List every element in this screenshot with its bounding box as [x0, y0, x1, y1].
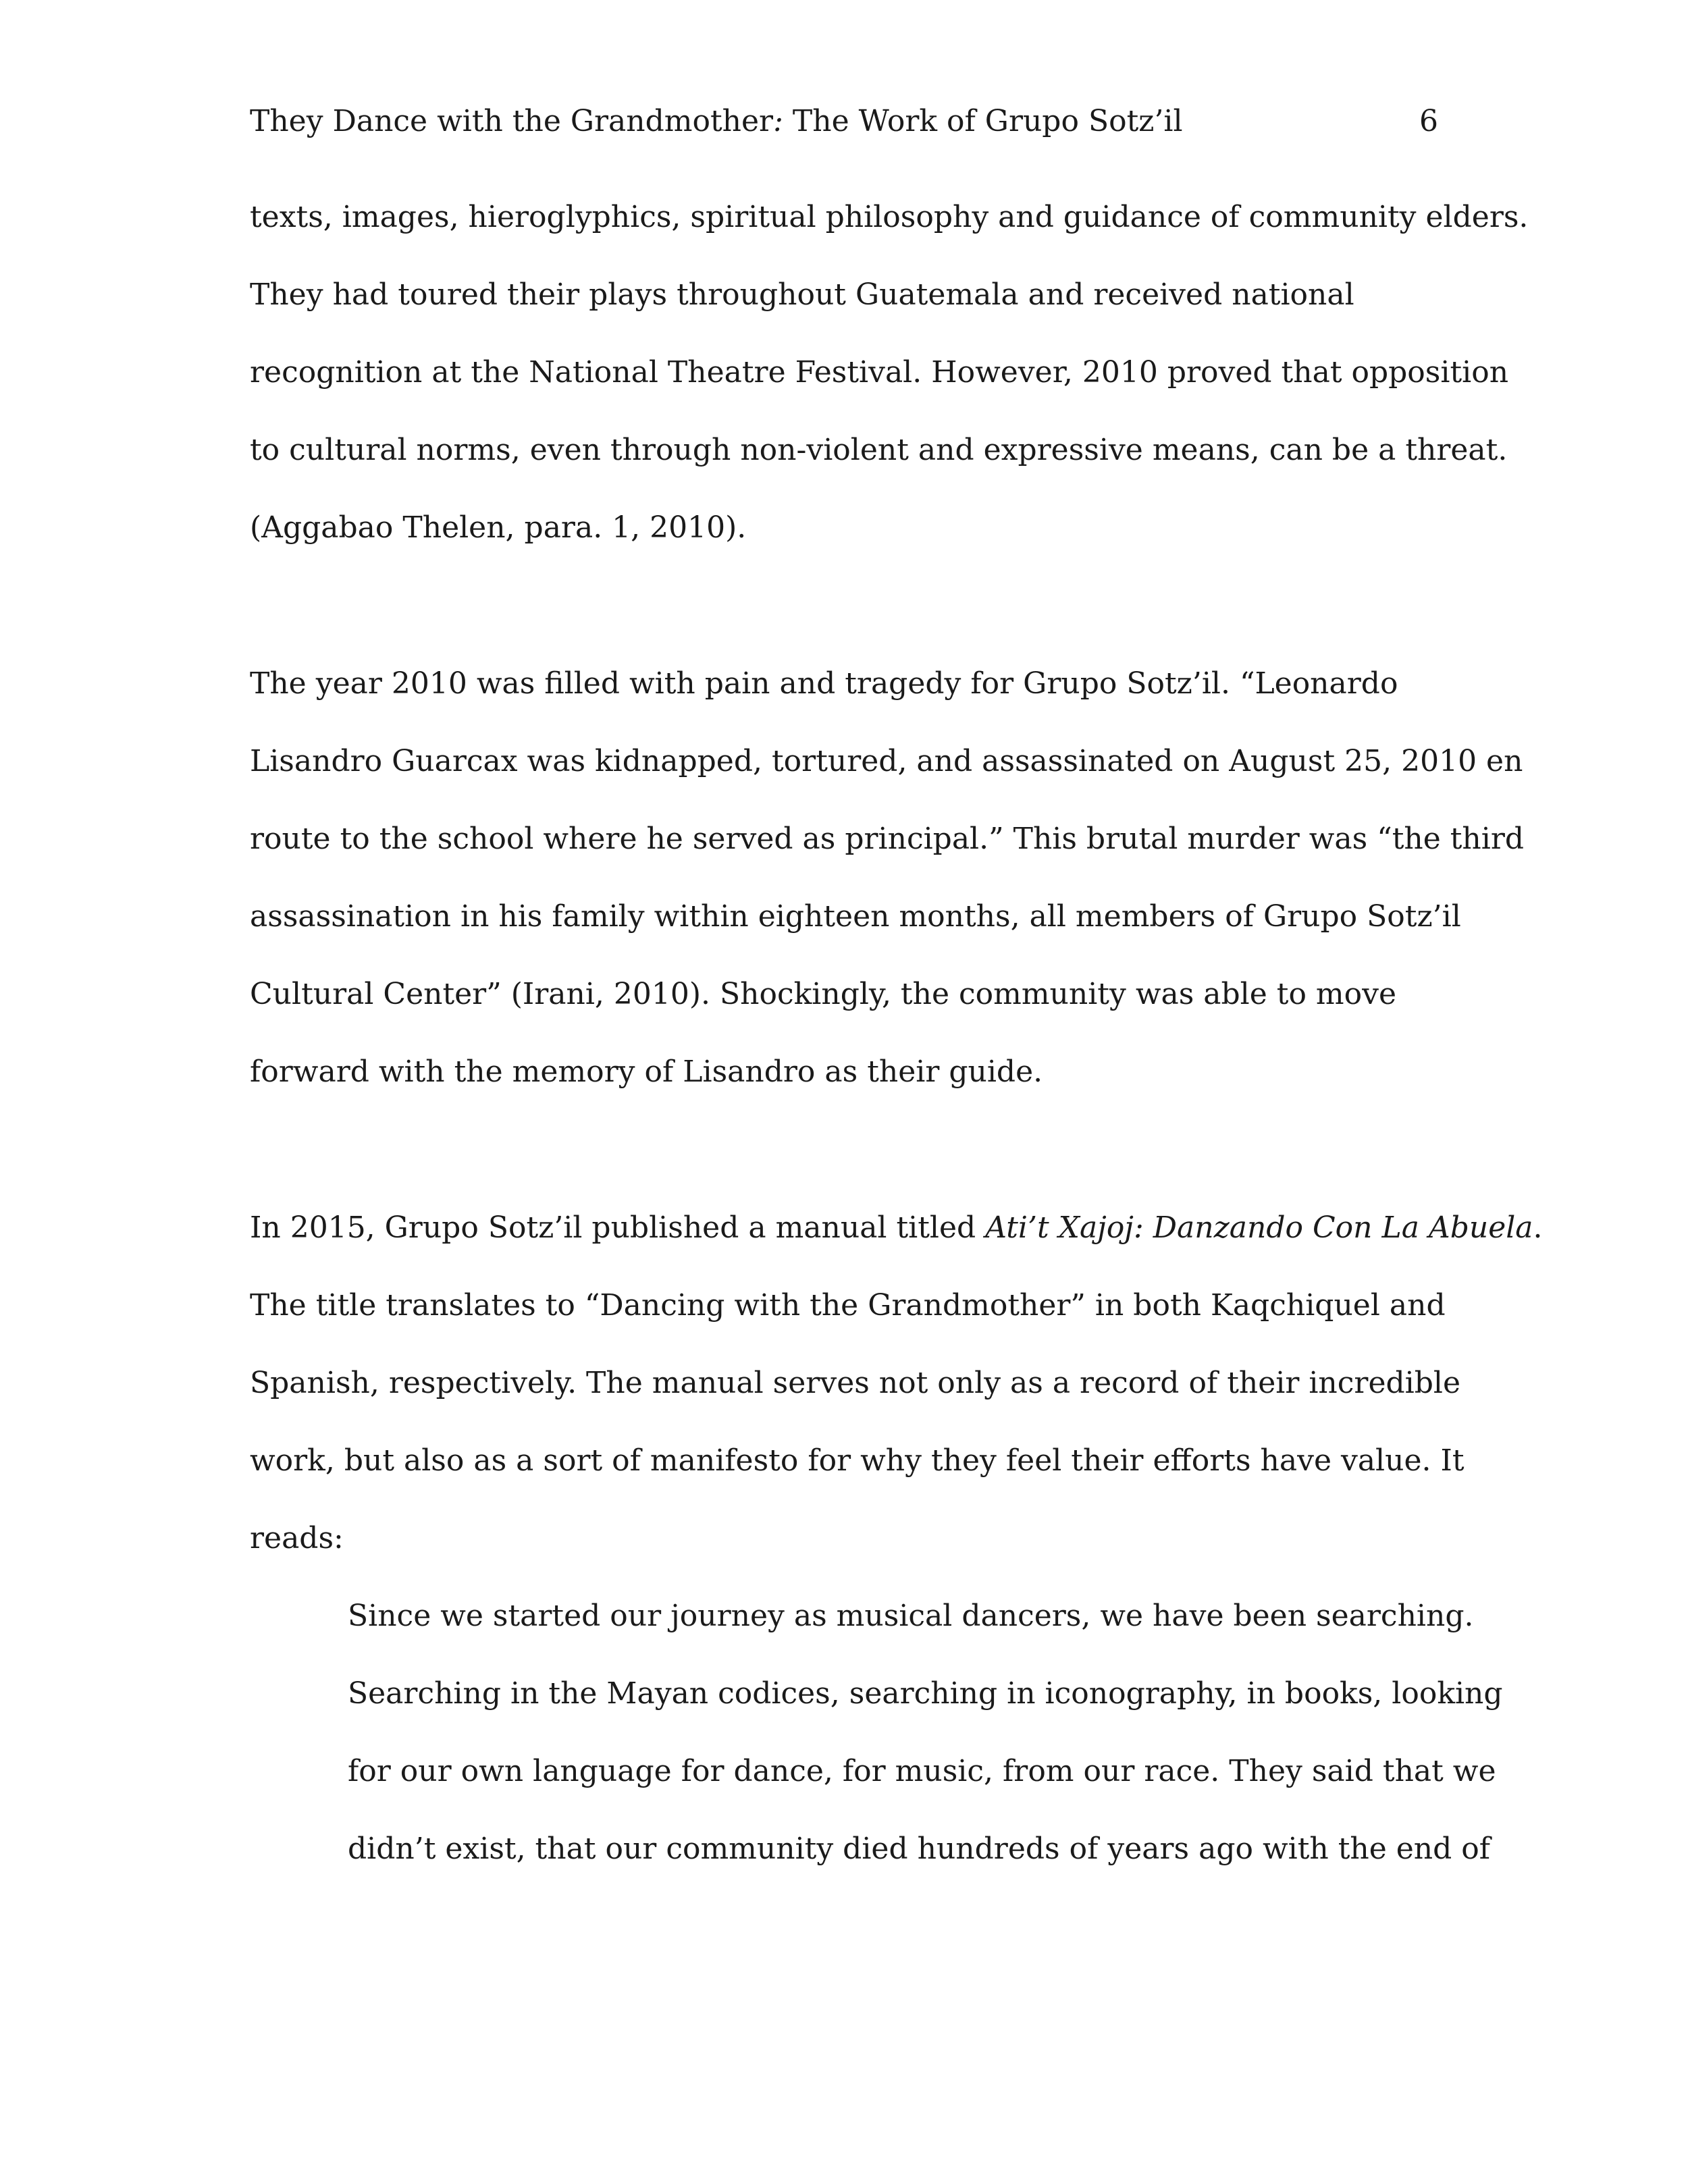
paragraph3-line-punct: . — [1533, 1210, 1543, 1245]
blockquote-line: Since we started our journey as musical dancers, we have been searching. — [348, 1599, 1474, 1633]
manual-title: Ati’t Xajoj: Danzando Con La Abuela — [985, 1210, 1533, 1245]
paragraph1-line: They had toured their plays throughout Guatemala and received national — [250, 277, 1354, 312]
blockquote-line: Searching in the Mayan codices, searching in iconography, in books, looking — [348, 1676, 1503, 1711]
paragraph2-line: route to the school where he served as principal.” This brutal murder was “the third — [250, 822, 1525, 856]
paragraph3-line: reads: — [250, 1521, 344, 1555]
page-number: 6 — [1419, 104, 1438, 138]
paragraph3-line: The title translates to “Dancing with the Grandmother” in both Kaqchiquel and — [250, 1288, 1446, 1323]
paragraph1-line: to cultural norms, even through non-violent and expressive means, can be a threat. — [250, 433, 1508, 467]
header-title — [250, 98, 1183, 145]
paragraph2-line: Lisandro Guarcax was kidnapped, tortured, and assassinated on August 25, 2010 en — [250, 744, 1523, 778]
paragraph1-line: recognition at the National Theatre Festival. However, 2010 proved that opposition — [250, 355, 1509, 390]
paragraph1-line: (Aggabao Thelen, para. 1, 2010). — [250, 510, 747, 545]
paragraph2-line: Cultural Center” (Irani, 2010). Shockingly, the community was able to move — [250, 977, 1397, 1011]
paragraph3-line — [250, 1208, 1543, 1248]
paragraph2-line: forward with the memory of Lisandro as their guide. — [250, 1055, 1043, 1089]
header-title-colon: : — [773, 104, 783, 138]
paragraph3-line: work, but also as a sort of manifesto for why they feel their efforts have value. It — [250, 1443, 1465, 1478]
blockquote-line: didn’t exist, that our community died hundreds of years ago with the end of — [348, 1832, 1491, 1866]
paragraph2-line: The year 2010 was filled with pain and tragedy for Grupo Sotz’il. “Leonardo — [250, 666, 1398, 701]
paragraph2-line: assassination in his family within eighteen months, all members of Grupo Sotz’il — [250, 899, 1461, 934]
paragraph1-line: texts, images, hieroglyphics, spiritual philosophy and guidance of community elders. — [250, 200, 1529, 234]
header-title-sub: The Work of Grupo Sotz’il — [783, 104, 1183, 138]
paragraph3-line: Spanish, respectively. The manual serves not only as a record of their incredible — [250, 1366, 1460, 1400]
blockquote-line: for our own language for dance, for music, from our race. They said that we — [348, 1754, 1496, 1788]
header-title-main: They Dance with the Grandmother — [250, 104, 774, 138]
paragraph3-line-text: In 2015, Grupo Sotz’il published a manual titled — [250, 1210, 986, 1245]
running-header — [250, 98, 1438, 145]
